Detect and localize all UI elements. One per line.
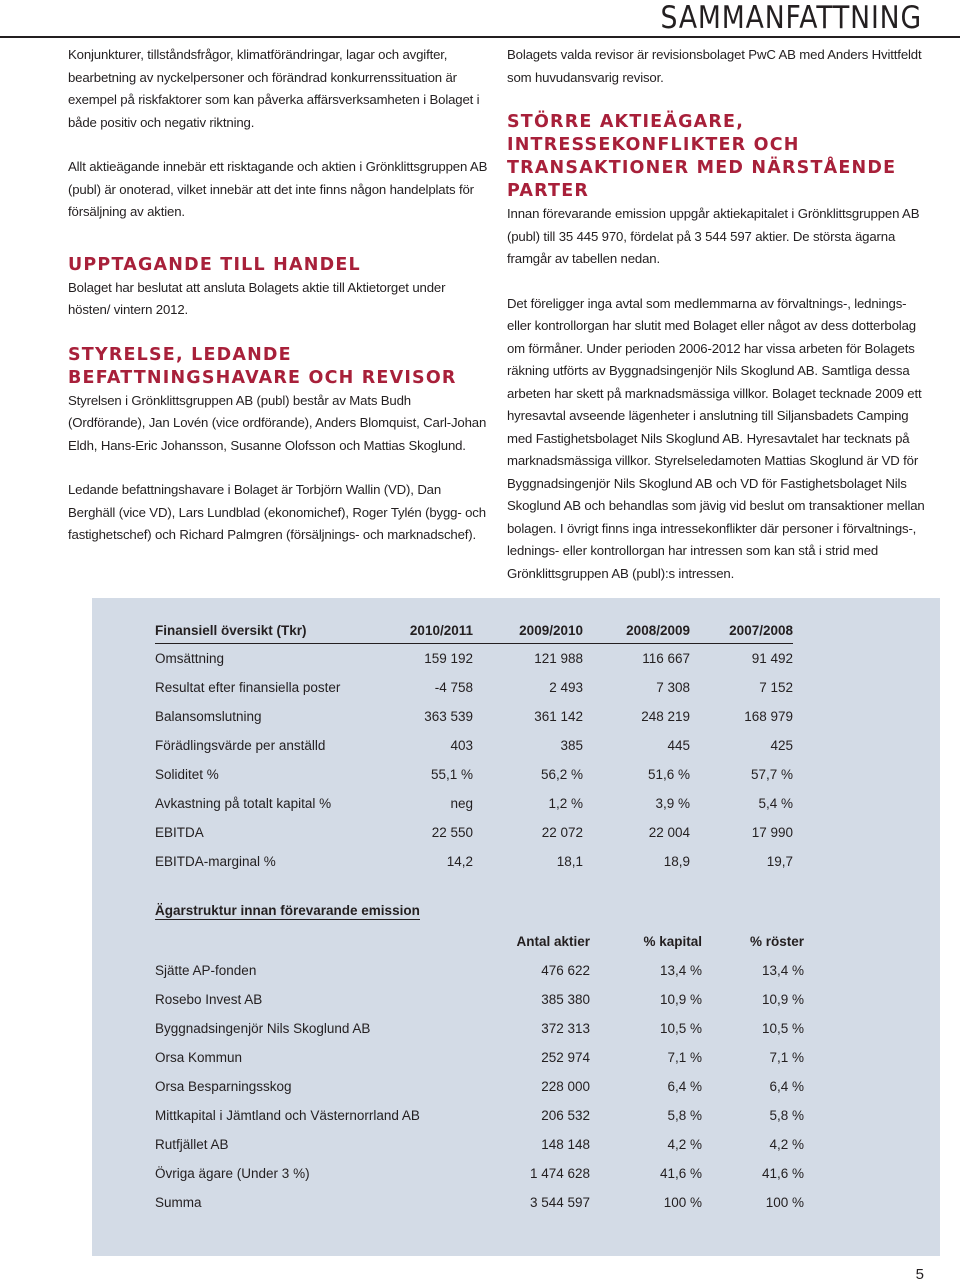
table-cell: 10,5 % [761,1021,804,1036]
table-row [155,956,804,985]
trading-paragraph: Bolaget har beslutat att ansluta Bolagets aktie till Aktietorget under hösten/ vintern 2012. [68,279,446,317]
table-row [155,1130,804,1159]
table-cell: 7,1 % [769,1050,804,1065]
table-row [155,760,793,789]
share-risk-paragraph: Allt aktieägande innebär ett risktagande och aktien i Grönklittsgruppen AB (publ) är onoterad, vilket innebär att det inte finns någon handelplats för försäljning av aktien. [68,159,488,219]
table-header-cell: 2010/2011 [377,617,473,644]
heading-board: STYRELSE, LEDANDE BEFATTNINGSHAVARE OCH REVISOR [68,344,457,388]
table-cell: EBITDA-marginal % [155,854,276,869]
table-cell: 13,4 % [659,963,702,978]
table-cell: 4,2 % [769,1137,804,1152]
table-cell: 14,2 [446,854,473,869]
table-cell: 148 148 [541,1137,590,1152]
table-cell: 7 152 [759,680,793,695]
table-cell: 372 313 [541,1021,590,1036]
table-header-cell [155,927,473,956]
share-capital-paragraph: Innan förevarande emission uppgår aktiekapitalet i Grönklittsgruppen AB (publ) till 35 445 970, fördelat på 3 544 597 aktier. De största ägarna framgår av tabellen nedan. [507,206,920,266]
table-cell: 1 474 628 [529,1166,590,1181]
table-cell: EBITDA [155,825,204,840]
left-column [68,44,488,547]
table-row [155,644,793,674]
table-cell: 19,7 [766,854,793,869]
table-cell: 6,4 % [667,1079,702,1094]
table-cell: 18,1 [556,854,583,869]
table-cell: 7,1 % [667,1050,702,1065]
table-cell: Rosebo Invest AB [155,992,263,1007]
table-cell: Övriga ägare (Under 3 %) [155,1166,310,1181]
table-cell: 252 974 [541,1050,590,1065]
table-row [155,1072,804,1101]
table-cell: Mittkapital i Jämtland och Västernorrland AB [155,1108,420,1123]
table-cell: 4,2 % [667,1137,702,1152]
table-row [155,1043,804,1072]
heading-trading: UPPTAGANDE TILL HANDEL [68,254,361,275]
table-cell: 5,8 % [667,1108,702,1123]
table-row [155,789,793,818]
table-cell: Resultat efter finansiella poster [155,680,341,695]
conflicts-paragraph: Det föreligger inga avtal som medlemmarna av förvaltnings-, lednings- eller kontrollorgan har slutit med Bolaget eller något av dess dotterbolag om förmåner. Under perioden 2006-2012 har vissa arbeten för Bolagets räkning utförts av Byggnadsingenjör Nils Skoglund AB. Samtliga dessa arbeten har skett på marknadsmässiga villkor. Bolaget tecknade 2009 ett hyresavtal avseende lägenheter i anslutning till Siljansbadets Camping med Fastighetsbolaget Nils Skoglund AB. Hyresavtalet har tecknats på marknadsmässiga villkor. Styrelseledamoten Mattias Skoglund är VD för Byggnadsingenjör Nils Skoglund AB och VD för Fastighetsbolaget Nils Skoglund AB och behandlas som jävig vid beslut om transaktioner mellan bolagen. I övrigt finns inga intressekonflikter där personer i förvaltnings-, lednings- eller kontrollorgan har intressen som kan stå i strid med Grönklittsgruppen AB (publ):s intressen. [507,295,925,581]
table-cell: 22 550 [431,825,473,840]
table-header-cell: 2008/2009 [583,617,690,644]
table-cell: 2 493 [549,680,583,695]
table-cell: 41,6 % [659,1166,702,1181]
risk-paragraph: Konjunkturer, tillståndsfrågor, klimatförändringar, lagar och avgifter, bearbetning av nyckelpersoner och förändrad konkurrenssituation är exempel på riskfaktorer som kan påverka affärsverksamheten i Bolaget i både positiv och negativ riktning. [68,47,480,130]
table-cell: Avkastning på totalt kapital % [155,796,332,811]
table-cell: 100 % [765,1195,804,1210]
management-paragraph: Ledande befattningshavare i Bolaget är Torbjörn Wallin (VD), Dan Berghäll (vice VD), Lars Lundblad (ekonomichef), Roger Tylén (bygg- och fastighetschef) och Richard Palmgren (försäljnings- och marknadschef). [68,482,486,542]
table-cell: 228 000 [541,1079,590,1094]
table-cell: -4 758 [434,680,473,695]
table-cell: 18,9 [663,854,690,869]
table-row [155,1188,804,1217]
table-cell: 168 979 [744,709,793,724]
table-cell: 1,2 % [548,796,583,811]
table-row [155,847,793,876]
ownership-table [155,927,804,1217]
table-header-cell: 2009/2010 [473,617,583,644]
table-cell: 206 532 [541,1108,590,1123]
table-cell: 159 192 [424,651,473,666]
table-cell: 41,6 % [761,1166,804,1181]
table-cell: Balansomslutning [155,709,262,724]
table-row [155,731,793,760]
table-cell: Summa [155,1195,202,1210]
table-cell: 51,6 % [647,767,690,782]
auditor-paragraph: Bolagets valda revisor är revisionsbolaget PwC AB med Anders Hvittfeldt som huvudansvarig revisor. [507,47,922,85]
table-header-cell: Antal aktier [516,934,590,949]
table-row [155,702,793,731]
table-cell: 10,5 % [659,1021,702,1036]
table-header-cell: % röster [749,934,804,949]
table-cell: Rutfjället AB [155,1137,229,1152]
right-column [507,44,927,585]
table-row [155,818,793,847]
table-cell: 121 988 [534,651,583,666]
table-cell: 476 622 [541,963,590,978]
table-cell: 5,8 % [769,1108,804,1123]
table-cell: 7 308 [656,680,690,695]
table-header-cell: 2007/2008 [690,617,793,644]
table-cell: 3,9 % [655,796,690,811]
table-cell: 22 004 [648,825,690,840]
table-cell: 10,9 % [761,992,804,1007]
table-cell: Orsa Besparningsskog [155,1079,292,1094]
financial-overview-table [155,617,793,876]
table-cell: 361 142 [534,709,583,724]
table-cell: Soliditet % [155,767,219,782]
table-cell: 6,4 % [769,1079,804,1094]
table-cell: 100 % [663,1195,702,1210]
table-header-cell: Finansiell översikt (Tkr) [155,617,377,644]
table-cell: 22 072 [541,825,583,840]
table-cell: Omsättning [155,651,225,666]
table-row [155,1014,804,1043]
table-cell: 3 544 597 [529,1195,590,1210]
page-title: SAMMANFATTNING [660,0,922,36]
table-cell: 385 [560,738,583,753]
page-number: 5 [915,1266,924,1283]
table-cell: Orsa Kommun [155,1050,243,1065]
heading-shareholders: STÖRRE AKTIEÄGARE, INTRESSEKONFLIKTER OCH TRANSAKTIONER MED NÄRSTÅENDE PARTER [507,112,897,201]
table-cell: neg [450,796,473,811]
table-row [155,673,793,702]
table-cell: 248 219 [641,709,690,724]
table-cell: 91 492 [751,651,793,666]
header-divider [0,36,960,38]
table-cell: 56,2 % [540,767,583,782]
table-row [155,985,804,1014]
table-cell: 363 539 [424,709,473,724]
table-cell: 10,9 % [659,992,702,1007]
table-row [155,1159,804,1188]
table-cell: 57,7 % [750,767,793,782]
table-cell: 425 [770,738,793,753]
table-cell: 403 [450,738,473,753]
table-cell: 385 380 [541,992,590,1007]
board-paragraph: Styrelsen i Grönklittsgruppen AB (publ) består av Mats Budh (Ordförande), Jan Lovén (vice ordförande), Anders Blomquist, Carl-Johan Eldh, Hans-Eric Johansson, Susanne Olofsson och Mattias Skoglund. [68,392,487,453]
table-header-cell: % kapital [643,934,702,949]
table-cell: Sjätte AP-fonden [155,963,257,978]
table-cell: Förädlingsvärde per anställd [155,738,326,753]
table-cell: 17 990 [751,825,793,840]
table-cell: Byggnadsingenjör Nils Skoglund AB [155,1021,371,1036]
table-cell: 55,1 % [430,767,473,782]
table-cell: 13,4 % [761,963,804,978]
table-header-row [155,617,793,644]
ownership-table-title: Ägarstruktur innan förevarande emission [155,903,420,918]
table-cell: 116 667 [642,651,690,666]
table-cell: 445 [667,738,690,753]
table-row [155,1101,804,1130]
table-cell: 5,4 % [758,796,793,811]
table-header-row [155,927,804,956]
